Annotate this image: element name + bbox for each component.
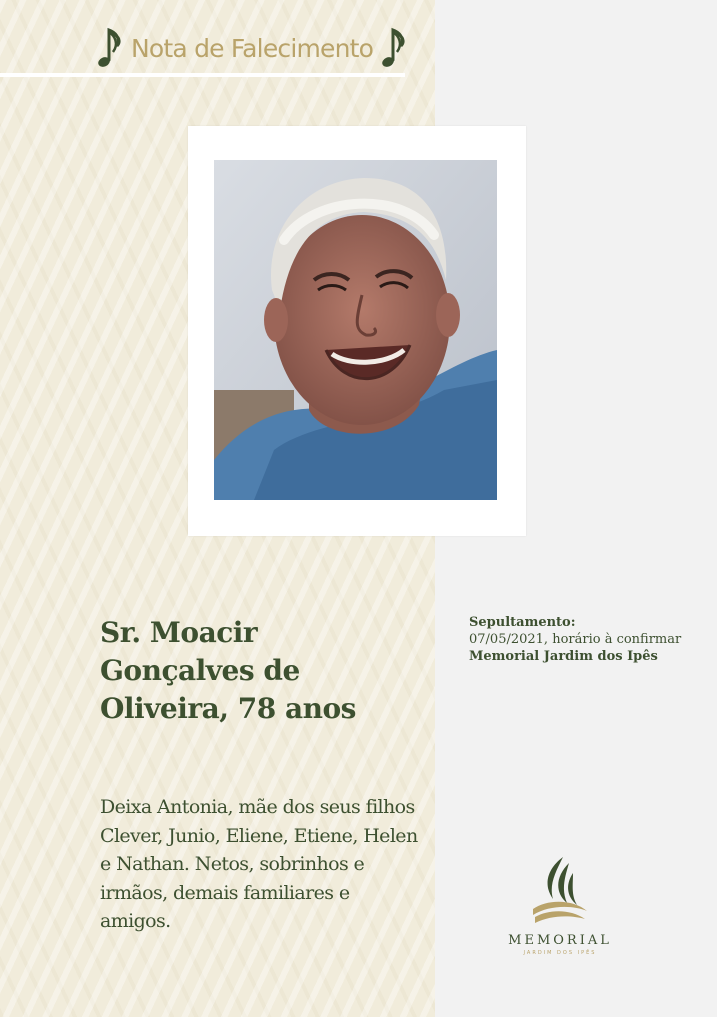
memorial-logo-name: MEMORIAL — [508, 933, 612, 948]
deceased-name: Sr. Moacir Gonçalves de Oliveira, 78 anos — [100, 616, 356, 725]
music-note-icon — [379, 24, 409, 72]
photo-frame — [188, 126, 526, 536]
header-divider — [0, 73, 405, 77]
burial-info — [469, 614, 709, 665]
music-note-icon — [95, 24, 125, 72]
page-title: Nota de Falecimento — [131, 33, 374, 63]
header — [95, 20, 435, 76]
burial-place: Memorial Jardim dos Ipês — [469, 649, 658, 664]
memorial-logo-icon — [525, 855, 595, 931]
memorial-logo-subtitle: JARDIM DOS IPÊS — [523, 950, 597, 956]
memorial-logo — [490, 855, 630, 965]
obituary-message: Deixa Antonia, mãe dos seus filhos Clever, Junio, Eliene, Etiene, Helen e Nathan. Netos, sobrinhos e irmãos, demais familiares e amigos. — [100, 796, 418, 932]
burial-datetime: 07/05/2021, horário à confirmar — [469, 632, 682, 647]
burial-label: Sepultamento: — [469, 615, 576, 630]
portrait-photo — [214, 160, 497, 500]
